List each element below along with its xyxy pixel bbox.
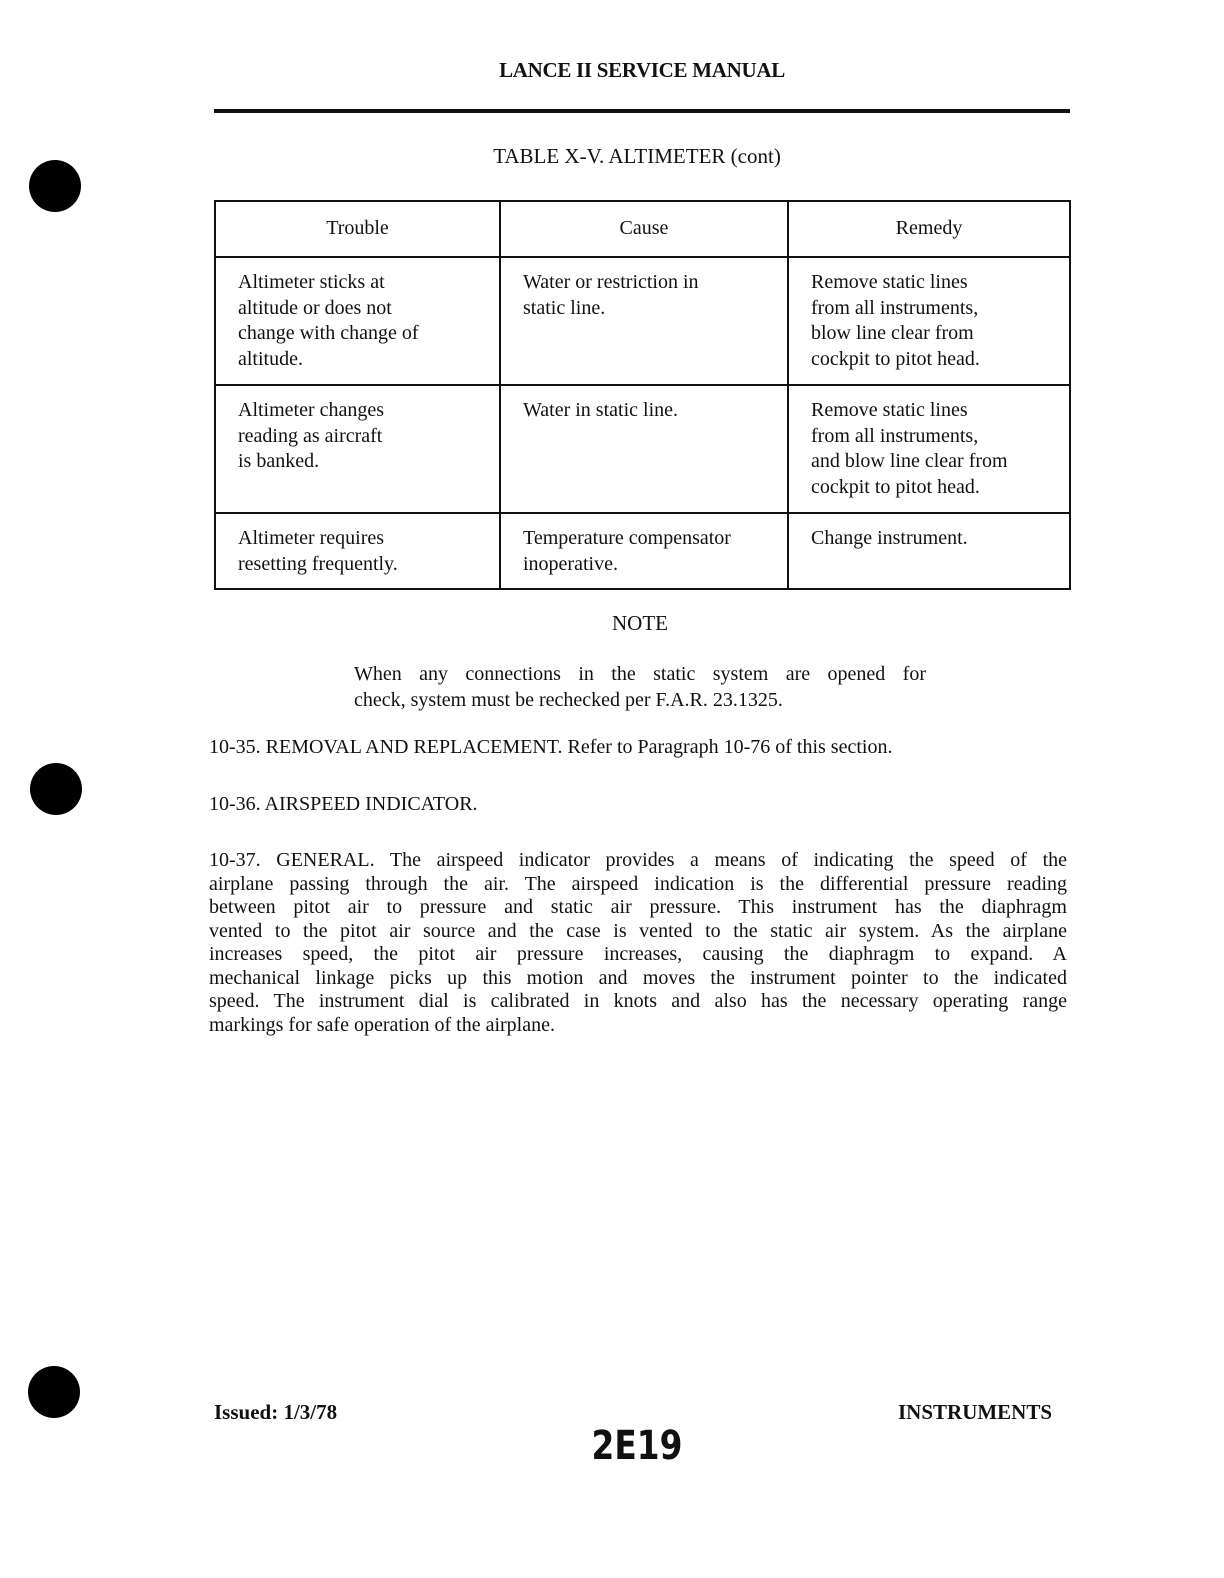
column-header-trouble: Trouble [215,201,500,257]
fiche-number: 2E19 [591,1423,683,1469]
section-name: INSTRUMENTS [898,1400,1053,1424]
binder-hole-bottom [28,1366,80,1418]
cause-cell: Temperature compensator inoperative. [500,513,788,589]
trouble-cell: Altimeter changes reading as aircraft is banked. [215,385,500,513]
table-row [215,257,1070,385]
note-body: When any connections in the static system are opened for check, system must be rechecked per F.A.R. 23.1325. [354,663,926,711]
issued-date: Issued: 1/3/78 [214,1400,338,1424]
header-rule [214,109,1070,113]
cause-cell: Water in static line. [500,385,788,513]
binder-hole-middle [30,763,82,815]
column-header-remedy: Remedy [788,201,1070,257]
column-header-cause: Cause [500,201,788,257]
manual-title: LANCE II SERVICE MANUAL [499,58,785,82]
paragraph-general: 10-37. GENERAL. The airspeed indicator provides a means of indicating the speed of the airplane passing through the air. The airspeed indication is the differential pressure reading between pitot air to pressure and static air pressure. This instrument has the diaphragm vented to the pitot air source and the case is vented to the static air system. As the airplane increases speed, the pitot air pressure increases, causing the diaphragm to expand. A mechanical linkage picks up this motion and moves the instrument pointer to the indicated speed. The instrument dial is calibrated in knots and also has the necessary operating range markings for safe operation of the airplane. [209,849,1067,1036]
remedy-cell: Remove static lines from all instruments, blow line clear from cockpit to pitot head. [788,257,1070,385]
paragraph-airspeed-indicator-heading: 10-36. AIRSPEED INDICATOR. [209,793,478,815]
table-title: TABLE X-V. ALTIMETER (cont) [493,144,781,168]
cause-cell: Water or restriction in static line. [500,257,788,385]
table-row [215,513,1070,589]
note-heading: NOTE [612,611,668,635]
trouble-cell: Altimeter requires resetting frequently. [215,513,500,589]
trouble-cell: Altimeter sticks at altitude or does not change with change of altitude. [215,257,500,385]
troubleshooting-table [214,200,1071,590]
table-row [215,385,1070,513]
remedy-cell: Remove static lines from all instruments, and blow line clear from cockpit to pitot head. [788,385,1070,513]
remedy-cell: Change instrument. [788,513,1070,589]
paragraph-removal-replacement: 10-35. REMOVAL AND REPLACEMENT. Refer to Paragraph 10-76 of this section. [209,736,893,758]
